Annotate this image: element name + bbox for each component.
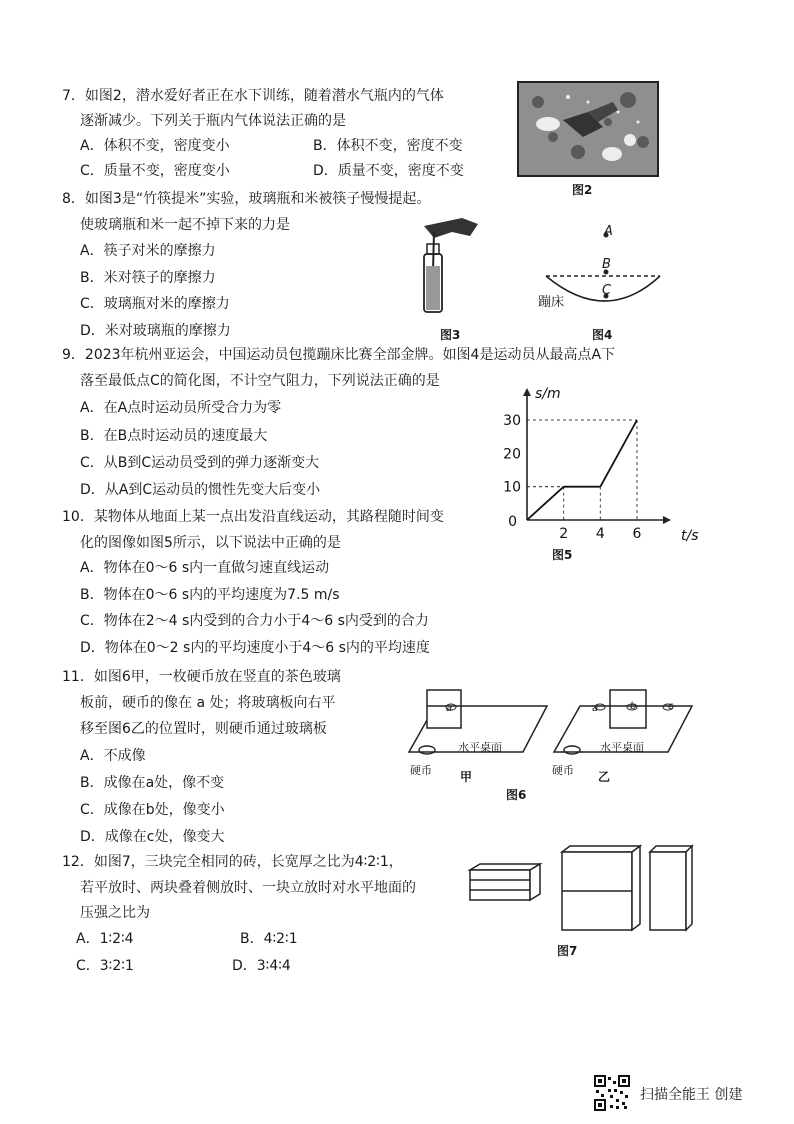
y-axis-label: s/m [535, 386, 561, 402]
q10-stem-line1: 10．某物体从地面上某一点出发沿直线运动，其路程随时间变 [62, 509, 444, 525]
x-axis-arrow [663, 516, 671, 524]
fig6-yi-label: 乙 [598, 770, 611, 784]
figure-5-caption: 图5 [552, 548, 573, 562]
fig6-jia-label: 甲 [460, 770, 473, 784]
brick-stack-flat [470, 864, 540, 900]
fig6-jia-table-label: 水平桌面 [458, 741, 502, 754]
figure-7-caption: 图7 [557, 944, 578, 958]
q11-option-b: B．成像在a处，像不变 [80, 775, 225, 791]
q12-option-b: B．4∶2∶1 [240, 931, 298, 947]
figure-5-st-graph [495, 386, 699, 552]
q8-option-c: C．玻璃瓶对米的摩擦力 [80, 296, 230, 312]
q9-option-d: D．从A到C运动员的惯性先变大后变小 [80, 482, 321, 498]
figure-6-caption: 图6 [506, 788, 527, 802]
figure-3-caption: 图3 [440, 328, 461, 342]
q12-stem-line2: 若平放时、两块叠着侧放时、一块立放时对水平地面的 [80, 880, 416, 896]
label-a: A [604, 224, 613, 239]
q9-option-a: A．在A点时运动员所受合力为零 [80, 400, 282, 416]
data-segment [527, 487, 564, 520]
scanner-watermark [594, 1075, 784, 1111]
figure-7-bricks-diagram [464, 842, 698, 938]
brick-standing [650, 846, 692, 930]
x-axis-label: t/s [681, 528, 699, 544]
q10-stem-line2: 化的图像如图5所示，以下说法中正确的是 [80, 535, 341, 551]
q10-option-b: B．物体在0～6 s内的平均速度为7.5 m/s [80, 587, 340, 603]
q11-stem-line3: 移至图6乙的位置时，则硬币通过玻璃板 [80, 721, 327, 737]
q8-stem-line1: 8．如图3是“竹筷提米”实验，玻璃瓶和米被筷子慢慢提起。 [62, 191, 431, 207]
x-tick-label: 2 [559, 526, 569, 542]
figure-3-chopstick-bottle [412, 214, 492, 322]
fig6-jia-label-a: a [446, 703, 453, 714]
brick-stack-side [562, 846, 640, 930]
fig6-yi-label-a: a [592, 703, 599, 714]
q7-option-c: C．质量不变，密度变小 [80, 163, 230, 179]
origin-label: 0 [508, 514, 517, 530]
q9-option-c: C．从B到C运动员受到的弹力逐渐变大 [80, 455, 320, 471]
data-segment [600, 420, 637, 487]
figure-4-caption: 图4 [592, 328, 613, 342]
fig6-yi-label-c: c [668, 701, 674, 712]
scanner-watermark-text: 扫描全能王 创建 [640, 1087, 743, 1103]
fig6-jia-coin-label: 硬币 [410, 764, 432, 777]
q9-option-b: B．在B点时运动员的速度最大 [80, 428, 268, 444]
q9-stem-line1: 9．2023年杭州亚运会，中国运动员包揽蹦床比赛全部金牌。如图4是运动员从最高点A下 [62, 347, 616, 363]
q7-option-a: A．体积不变，密度变小 [80, 138, 230, 154]
q8-option-b: B．米对筷子的摩擦力 [80, 270, 216, 286]
q11-stem-line2: 板前，硬币的像在 a 处；将玻璃板向右平 [80, 695, 336, 711]
q10-option-d: D．物体在0～2 s内的平均速度小于4～6 s内的平均速度 [80, 640, 430, 656]
q11-option-a: A．不成像 [80, 748, 146, 764]
q7-option-d: D．质量不变，密度不变 [313, 163, 464, 179]
q12-option-d: D．3∶4∶4 [232, 958, 291, 974]
q8-stem-line2: 使玻璃瓶和米一起不掉下来的力是 [80, 217, 290, 233]
qr-code-icon [594, 1075, 630, 1111]
q12-option-c: C．3∶2∶1 [76, 958, 134, 974]
fig6-yi-table-label: 水平桌面 [600, 741, 644, 754]
fig6-yi-coin-label: 硬币 [552, 764, 574, 777]
label-b: B [602, 257, 611, 272]
q12-option-a: A．1∶2∶4 [76, 931, 134, 947]
q10-option-a: A．物体在0～6 s内一直做匀速直线运动 [80, 560, 330, 576]
figure-2-diver-photo [518, 82, 658, 176]
coin-yi [564, 746, 580, 754]
q11-option-c: C．成像在b处，像变小 [80, 802, 225, 818]
q8-option-a: A．筷子对米的摩擦力 [80, 243, 216, 259]
q12-stem-line3: 压强之比为 [80, 905, 150, 921]
q9-stem-line2: 落至最低点C的简化图，不计空气阻力，下列说法正确的是 [80, 373, 440, 389]
y-tick-label: 10 [503, 479, 521, 496]
q11-stem-line1: 11．如图6甲，一枚硬币放在竖直的茶色玻璃 [62, 669, 341, 685]
trampoline-label: 蹦床 [538, 295, 565, 310]
y-tick-label: 30 [503, 413, 521, 429]
figure-2-caption: 图2 [572, 183, 593, 197]
q7-stem-line1: 7．如图2，潜水爱好者正在水下训练，随着潜水气瓶内的气体 [62, 88, 444, 104]
q7-option-b: B．体积不变，密度不变 [313, 138, 463, 154]
label-c: C [602, 283, 612, 298]
q8-option-d: D．米对玻璃瓶的摩擦力 [80, 323, 231, 339]
y-tick-label: 20 [503, 446, 521, 463]
q7-stem-line2: 逐渐减少。下列关于瓶内气体说法正确的是 [80, 113, 346, 129]
q11-option-d: D．成像在c处，像变大 [80, 829, 225, 845]
y-axis-arrow [523, 388, 531, 396]
x-tick-label: 6 [632, 526, 642, 542]
q12-stem-line1: 12．如图7，三块完全相同的砖，长宽厚之比为4∶2∶1， [62, 854, 403, 870]
coin-jia [419, 746, 435, 754]
x-tick-label: 4 [595, 526, 605, 542]
q10-option-c: C．物体在2～4 s内受到的合力小于4～6 s内受到的合力 [80, 613, 429, 629]
fig6-yi-label-b: b [630, 701, 637, 712]
